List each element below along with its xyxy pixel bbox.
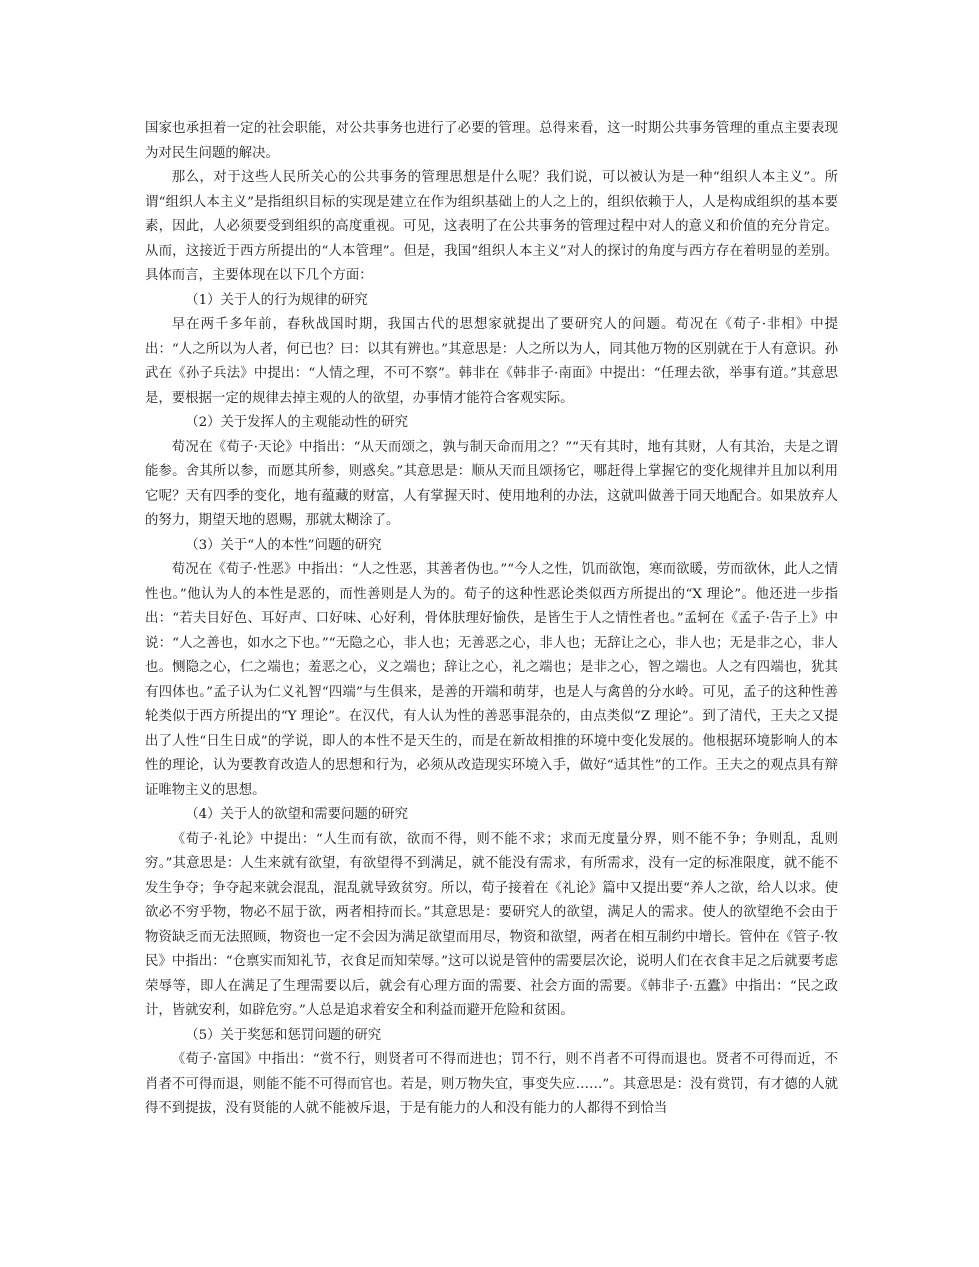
- document-page: [145, 117, 838, 1122]
- paragraph-desire-needs: 《荀子·礼论》中提出：“人生而有欲，欲而不得，则不能不求；求而无度量分界，则不能不争；争则乱，乱则穷。”其意思是：人生来就有欲望，有欲望得不到满足，就不能没有需求，有所需求，没有一定的标准限度，就不能不发生争夺；争夺起来就会混乱，混乱就导致贫穷。所以，荀子接着在《礼论》篇中又提出要“养人之欲，给人以求。使欲必不穷乎物，物必不屈于欲，两者相持而长。”其意思是：要研究人的欲望，满足人的需求。使人的欲望绝不会由于物资缺乏而无法照顾，物资也一定不会因为满足欲望而用尽，物资和欲望，两者在相互制约中增长。管仲在《管子·牧民》中指出：“仓禀实而知礼节，衣食足而知荣辱。”这可以说是管仲的需要层次论，说明人们在衣食丰足之后就要考虑荣辱等，即人在满足了生理需要以后，就会有心理方面的需要、社会方面的需要。《韩非子·五蠹》中指出：“民之政计，皆就安利，如辟危穷。”人总是追求着安全和利益而避开危险和贫困。: [145, 831, 838, 1018]
- paragraph-initiative: 荀况在《荀子·天论》中指出：“从天而颂之，孰与制天命而用之？”“天有其时，地有其财，人有其治，夫是之谓能参。舍其所以参，而愿其所参，则惑矣。”其意思是：顺从天而且颂扬它，哪赶得上掌握它的变化规律并且加以利用它呢？天有四季的变化，地有蕴藏的财富，人有掌握天时、使用地利的办法，这就叫做善于同天地配合。如果放弃人的努力，期望天地的恩赐，那就太糊涂了。: [145, 439, 838, 528]
- paragraph-behavior-law: 早在两千多年前，春秋战国时期，我国古代的思想家就提出了要研究人的问题。荀况在《荀子·非相》中提出：“人之所以为人者，何已也？曰：以其有辨也。”其意思是：人之所以为人，同其他万物的区别就在于人有意识。孙武在《孙子兵法》中提出：“人情之理，不可不察”。韩非在《韩非子·南面》中提出：“任理去欲，举事有道。”其意思是，要根据一定的规律去掉主观的人的欲望，办事情才能符合客观实际。: [145, 317, 838, 406]
- paragraph-reward-punishment: 《荀子·富国》中指出：“赏不行，则贤者可不得而进也；罚不行，则不肖者不可得而退也。贤者不可得而近，不肖者不可得而退，则能不能不可得而官也。若是，则万物失宜，事变失应……”。其意思是：没有赏罚，有才德的人就得不到提拔，没有贤能的人就不能被斥退，于是有能力的人和没有能力的人都得不到恰当: [145, 1052, 838, 1116]
- section-heading-1: （1）关于人的行为规律的研究: [185, 292, 368, 308]
- section-heading-2: （2）关于发挥人的主观能动性的研究: [185, 415, 408, 430]
- section-heading-5: （5）关于奖惩和惩罚问题的研究: [185, 1027, 382, 1043]
- paragraph-organizational-humanism: 那么，对于这些人民所关心的公共事务的管理思想是什么呢？我们说，可以被认为是一种“组织人本主义”。所谓“组织人本主义”是指组织目标的实现是建立在作为组织基础上的人之上的，组织依赖于人，人是构成组织的基本要素，因此，人必须要受到组织的高度重视。可见，这表明了在公共事务的管理过程中对人的意义和价值的充分肯定。从而，这接近于西方所提出的“人本管理”。但是，我国“组织人本主义”对人的探讨的角度与西方存在着明显的差别。具体而言，主要体现在以下几个方面：: [145, 170, 838, 283]
- section-heading-3: （3）关于“人的本性”问题的研究: [185, 537, 382, 553]
- paragraph-continued: 国家也承担着一定的社会职能，对公共事务也进行了必要的管理。总得来看，这一时期公共事务管理的重点主要表现为对民生问题的解决。: [145, 121, 838, 161]
- section-heading-4: （4）关于人的欲望和需要问题的研究: [185, 807, 408, 822]
- paragraph-human-nature: 荀况在《荀子·性恶》中指出：“人之性恶，其善者伪也。”“今人之性，饥而欲饱，寒而欲暖，劳而欲休，此人之情性也。”他认为人的本性是恶的，而性善则是人为的。荀子的这种性恶论类似西方所提出的“X 理论”。他还进一步指出：“若夫目好色、耳好声、口好味、心好利，骨体肤理好愉佚，是皆生于人之情性者也。”孟轲在《孟子·告子上》中说：“人之善也，如水之下也。”“无隐之心，非人也；无善恶之心，非人也；无辞让之心，非人也；无是非之心，非人也。恻隐之心，仁之端也；羞恶之心，义之端也；辞让之心，礼之端也；是非之心，智之端也。人之有四端也，犹其有四体也。”孟子认为仁义礼智“四端”与生俱来，是善的开端和萌芽，也是人与禽兽的分水岭。可见，孟子的这种性善轮类似于西方所提出的“Y 理论”。在汉代，有人认为性的善恶事混杂的，由点类似“Z 理论”。到了清代，王夫之又提出了人性“日生日成”的学说，即人的本性不是天生的，而是在新故相推的环境中变化发展的。他根据环境影响人的本性的理论，认为要教育改造人的思想和行为，必须从改造现实环境入手，做好“适其性”的工作。王夫之的观点具有辩证唯物主义的思想。: [145, 562, 838, 798]
